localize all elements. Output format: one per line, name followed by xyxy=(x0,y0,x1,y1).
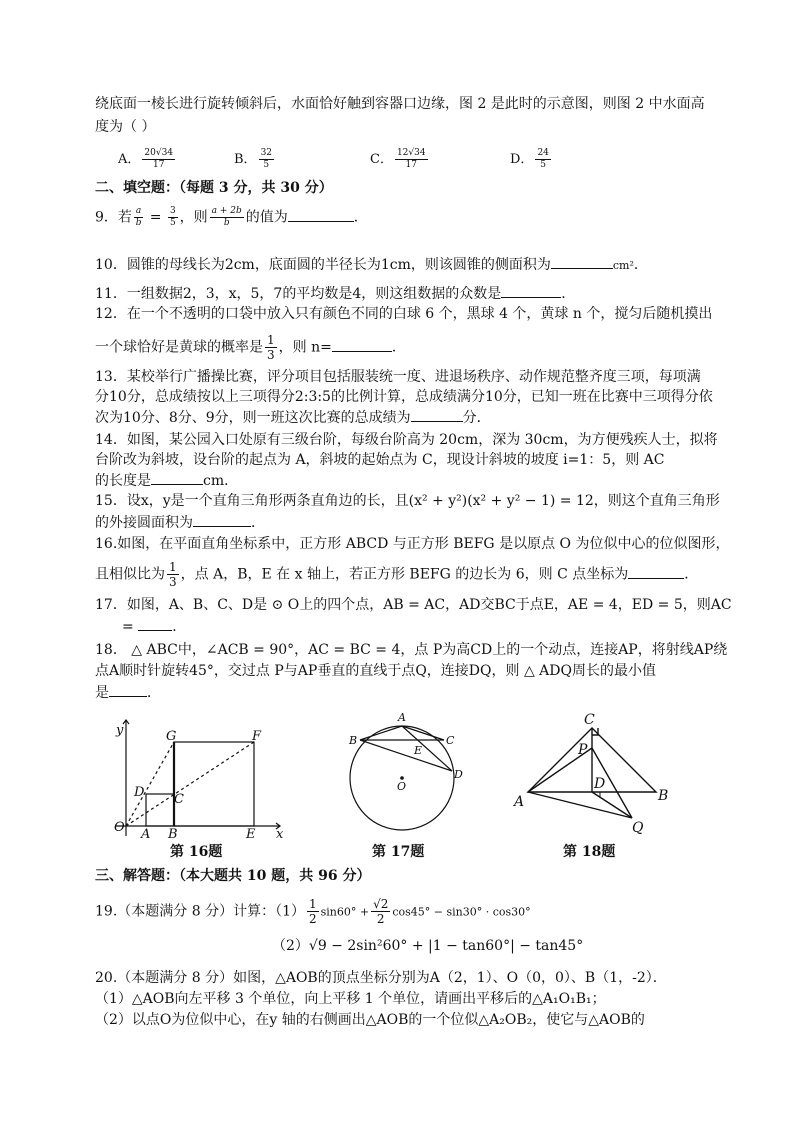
q13-line3 xyxy=(95,407,491,428)
option-num: 32 xyxy=(260,148,273,158)
q9-post: 的值为 xyxy=(245,209,288,226)
q18-line1: 18． △ ABC中，∠ACB = 90°，AC = BC = 4，点 P为高CD上的一个动点，连接AP，将射线AP绕 xyxy=(95,642,728,658)
answer-blank[interactable] xyxy=(332,337,392,352)
chord-ab xyxy=(360,726,402,740)
q9-frac3-den: b xyxy=(223,218,230,228)
q8-option-b[interactable] xyxy=(234,148,276,171)
label-q: Q xyxy=(632,820,644,836)
q8-option-d[interactable] xyxy=(510,148,553,171)
answer-blank[interactable] xyxy=(193,512,251,527)
caption-16: 第 16题 xyxy=(170,844,223,860)
answer-blank[interactable] xyxy=(411,407,463,422)
q12-line1: 12．在一个不透明的口袋中放入只有颜色不同的白球 6 个，黑球 4 个，黄球 n 个，搅匀后随机摸出 xyxy=(95,306,713,322)
chord-ac xyxy=(402,726,444,740)
q11-end: ． xyxy=(561,286,576,302)
q9-frac2-num: 3 xyxy=(169,206,176,216)
section-title-fill-in: 二、填空题：（每题 3 分，共 30 分） xyxy=(95,180,333,196)
q15-line2 xyxy=(95,512,265,533)
q8-line2: 度为（ ） xyxy=(95,119,156,135)
question-9 xyxy=(95,206,368,229)
q18-line2: 点A顺时针旋转45°，交过点 P与AP垂直的直线于点Q，连接DQ，则 △ ADQ周长的最小值 xyxy=(95,663,656,679)
label-d: D xyxy=(594,776,606,792)
q19-term2: cos45° − sin30° · cos30° xyxy=(392,905,531,919)
q12-frac-den: 3 xyxy=(267,348,275,362)
q14-line3-text: 的长度是 xyxy=(95,473,151,489)
q19-frac1-num: 1 xyxy=(308,897,317,911)
q19-frac2-den: 2 xyxy=(376,912,385,926)
answer-blank[interactable] xyxy=(628,564,684,579)
q9-frac3-num: a + 2b xyxy=(211,206,242,216)
option-letter: C． xyxy=(370,152,393,167)
question-19-part1 xyxy=(95,897,531,926)
question-10 xyxy=(95,254,648,276)
label-b: B xyxy=(658,788,669,804)
segment-aq xyxy=(528,792,632,818)
q18-line3-text: 是 xyxy=(95,685,109,701)
label-o: O xyxy=(114,820,125,835)
option-den: 17 xyxy=(405,160,417,170)
q17-line2-text: = xyxy=(122,619,139,635)
q9-frac2-den: 5 xyxy=(169,218,176,228)
option-num: 12√34 xyxy=(396,148,426,158)
q14-end: cm． xyxy=(203,473,239,489)
figure-16 xyxy=(108,712,294,840)
label-o: O xyxy=(397,780,407,793)
q16-line2 xyxy=(95,560,698,589)
q17-line1: 17．如图，A、B、C、D是 ⊙ O上的四个点，AB = AC，AD交BC于点E，AE = 4，ED = 5，则AC xyxy=(95,597,732,613)
q16-line2a: 且相似比为 xyxy=(95,566,165,583)
caption-17: 第 17题 xyxy=(372,844,425,860)
q20-line2: （1）△AOB向左平移 3 个单位，向上平移 1 个单位，请画出平移后的△A₁O₁B₁； xyxy=(95,991,606,1007)
q11-text: 11．一组数据2，3，x，5，7的平均数是4，则这组数据的众数是 xyxy=(95,286,502,302)
q16-line1: 16.如图，在平面直角坐标系中，正方形 ABCD 与正方形 BEFG 是以原点 O 为位似中心的位似图形， xyxy=(95,536,730,552)
answer-blank[interactable] xyxy=(151,470,203,485)
question-11 xyxy=(95,283,575,304)
section-title-solutions: 三、解答题：（本大题共 10 题，共 96 分） xyxy=(95,868,371,884)
label-c: C xyxy=(584,712,595,728)
q16-frac-den: 3 xyxy=(169,575,177,589)
question-19-part2: （2）√9 − 2sin²60° + |1 − tan60°| − tan45° xyxy=(272,938,584,954)
label-y: y xyxy=(116,723,124,738)
q18-line3 xyxy=(95,682,161,703)
q10-end: ． xyxy=(633,257,648,273)
q19-frac2-num: √2 xyxy=(373,897,389,911)
q15-line1: 15．设x，y是一个直角三角形两条直角边的长，且(x² + y²)(x² + y² − 1) = 12，则这个直角三角形 xyxy=(95,493,720,509)
q14-line1: 14．如图，某公园入口处原有三级台阶，每级台阶高为 20cm，深为 30cm，为方便残疾人士，拟将 xyxy=(95,432,718,448)
q9-frac1-den: b xyxy=(135,218,142,228)
q8-option-c[interactable] xyxy=(370,148,430,171)
q9-frac1-num: a xyxy=(135,206,142,216)
q9-end: ． xyxy=(353,209,368,226)
q8-option-a[interactable] xyxy=(118,148,177,171)
dashed-of xyxy=(126,742,254,826)
q15-line2-text: 的外接圆面积为 xyxy=(95,515,193,531)
q12-frac-num: 1 xyxy=(267,333,275,347)
chord-bd xyxy=(360,740,452,771)
label-a: A xyxy=(514,794,525,810)
q8-line1: 绕底面一棱长进行旋转倾斜后，水面恰好触到容器口边缘，图 2 是此时的示意图，则图 2 中水面高 xyxy=(95,96,705,112)
label-c: C xyxy=(446,734,455,747)
answer-blank[interactable] xyxy=(501,283,561,298)
answer-blank[interactable] xyxy=(551,254,613,269)
option-den: 5 xyxy=(540,160,547,170)
q9-mid: ，则 xyxy=(179,209,208,226)
option-num: 20√34 xyxy=(144,148,174,158)
label-p: P xyxy=(578,742,588,758)
label-f: F xyxy=(252,729,262,744)
answer-blank[interactable] xyxy=(109,682,147,697)
option-den: 5 xyxy=(263,160,270,170)
q17-line2 xyxy=(122,616,186,637)
q13-line2: 分10分，总成绩按以上三项得分2:3:5的比例计算，总成绩满分10分，已知一班在比赛中三项得分依 xyxy=(95,389,713,405)
q19-term1: sin60° + xyxy=(320,905,370,919)
option-num: 24 xyxy=(537,148,549,158)
q9-pre: 9．若 xyxy=(95,209,132,226)
q12-end: ． xyxy=(391,339,406,356)
q9-eq: = xyxy=(145,209,166,226)
q20-line3: （2）以点O为位似中心，在y 轴的右侧画出△AOB的一个位似△A₂OB₂，使它与△AOB的 xyxy=(95,1012,645,1028)
square-befg xyxy=(174,742,254,826)
q16-end: ． xyxy=(684,566,699,583)
q14-line2: 台阶改为斜坡，设台阶的起点为 A，斜坡的起始点为 C，现设计斜坡的坡度 i=1：5，则 AC xyxy=(95,452,665,468)
answer-blank[interactable] xyxy=(138,616,172,631)
label-d: D xyxy=(134,785,145,800)
option-letter: B． xyxy=(234,152,257,167)
square-abcd xyxy=(146,794,174,826)
dashed-og xyxy=(126,742,174,826)
label-e: E xyxy=(414,744,423,757)
q19-pre: 19.（本题满分 8 分）计算：（1） xyxy=(95,903,305,920)
q17-end: ． xyxy=(172,619,187,635)
figure-18 xyxy=(508,708,676,838)
label-g: G xyxy=(166,729,177,744)
label-b: B xyxy=(349,734,358,747)
option-den: 17 xyxy=(152,160,165,170)
answer-blank[interactable] xyxy=(288,207,354,222)
q12-line2-text: 一个球恰好是黄球的概率是 xyxy=(95,339,263,356)
label-a: A xyxy=(141,827,151,840)
option-letter: A． xyxy=(118,152,141,167)
label-e: E xyxy=(246,827,256,840)
q13-line3-text: 次为10分、8分、9分，则一班这次比赛的总成绩为 xyxy=(95,410,411,426)
q20-line1: 20.（本题满分 8 分）如图，△AOB的顶点坐标分别为A（2，1）、O（0，0）、B（1，-2）． xyxy=(95,970,667,986)
q10-unit: cm² xyxy=(612,259,634,272)
q10-text: 10．圆锥的母线长为2cm，底面圆的半径长为1cm，则该圆锥的侧面积为 xyxy=(95,257,551,273)
label-c: C xyxy=(174,792,184,807)
q12-line2 xyxy=(95,333,406,362)
label-b: B xyxy=(168,827,178,840)
figure-17 xyxy=(340,708,470,838)
label-d: D xyxy=(454,768,463,781)
q18-end: ． xyxy=(147,685,161,701)
q13-line1: 13．某校举行广播操比赛，评分项目包括服装统一度、进退场秩序、动作规范整齐度三项，每项满 xyxy=(95,369,701,385)
q19-frac1-den: 2 xyxy=(308,912,317,926)
q15-end: ． xyxy=(251,515,265,531)
q12-post: ，则 n= xyxy=(278,339,332,356)
q13-end: 分． xyxy=(462,410,491,426)
label-a: A xyxy=(398,711,406,724)
caption-18: 第 18题 xyxy=(563,844,616,860)
segment-dq xyxy=(592,792,632,818)
option-letter: D． xyxy=(510,152,534,167)
q14-line3 xyxy=(95,470,238,491)
label-x: x xyxy=(276,827,284,840)
q16-frac-num: 1 xyxy=(169,560,177,574)
q16-line2b: ，点 A，B，E 在 x 轴上，若正方形 BEFG 的边长为 6，则 C 点坐标为 xyxy=(180,566,629,583)
